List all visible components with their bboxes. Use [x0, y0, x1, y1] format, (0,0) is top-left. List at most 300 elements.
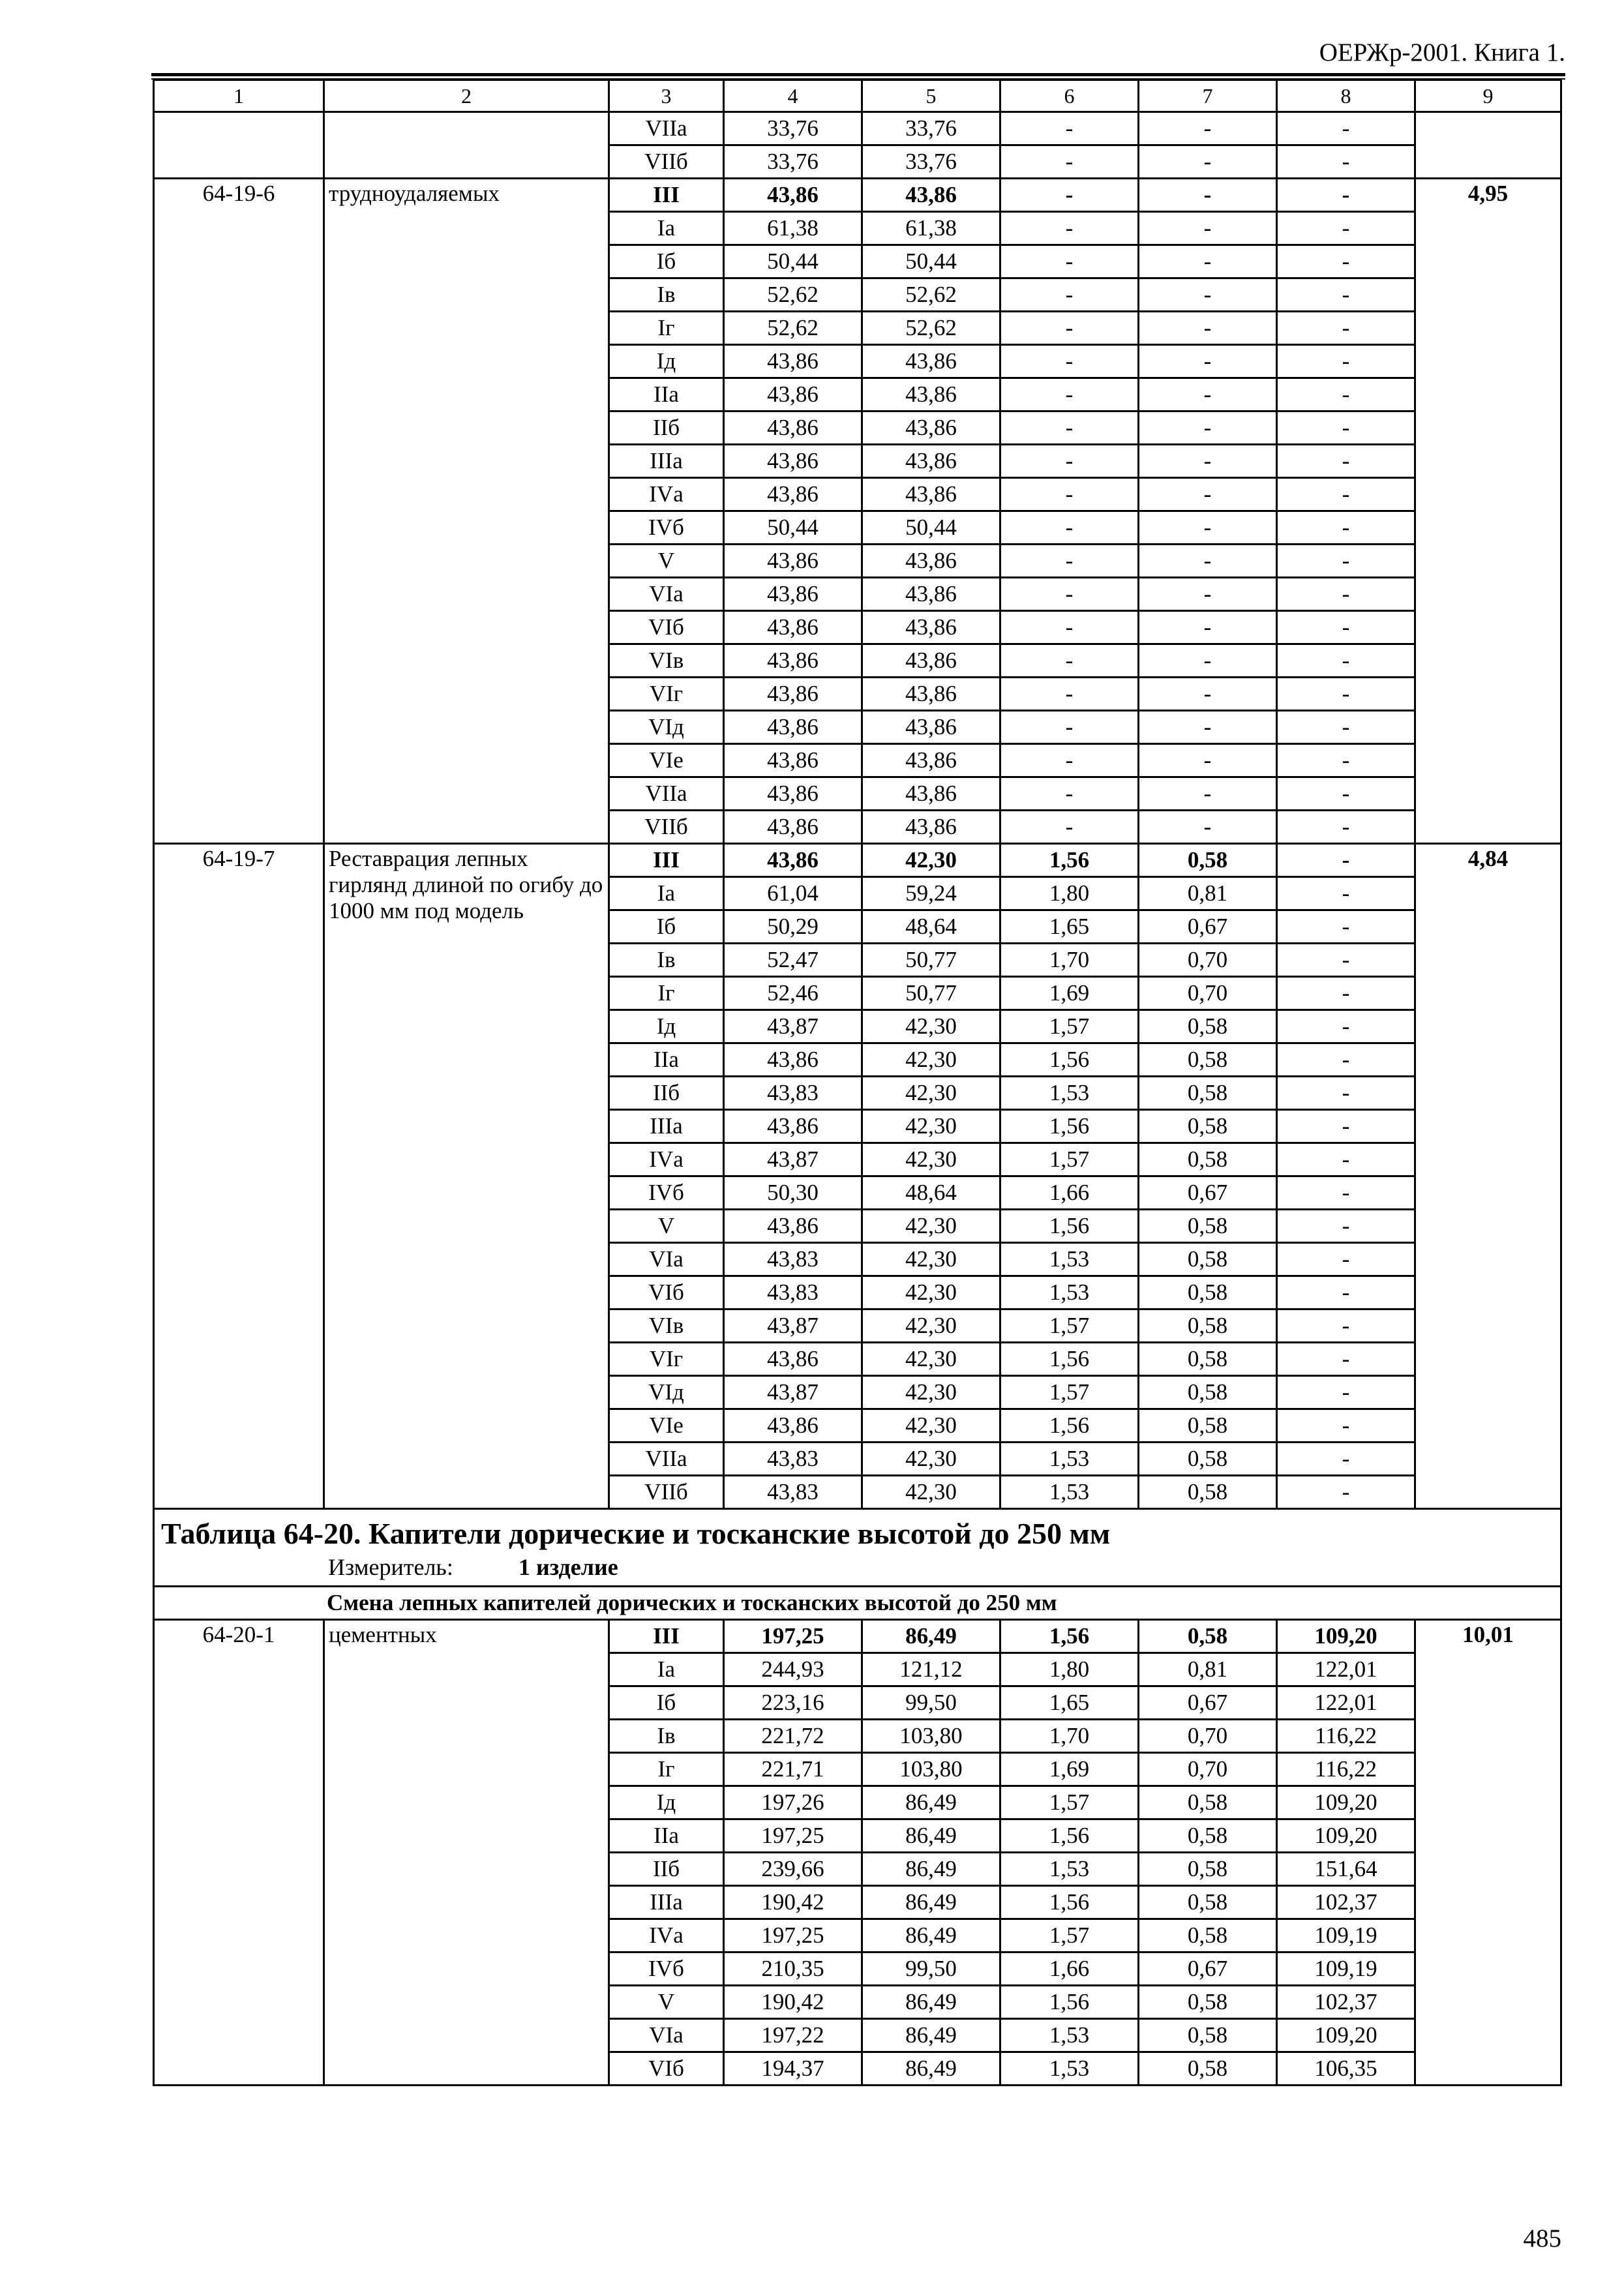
value-cell: 33,76: [724, 112, 862, 145]
region-cell: VIб: [609, 611, 724, 644]
value-cell: 0,70: [1139, 1753, 1277, 1786]
rates-table: [153, 79, 1562, 2086]
value-cell: -: [1277, 1443, 1415, 1476]
value-cell: 42,30: [862, 844, 1000, 877]
column-number: 8: [1277, 80, 1415, 112]
value-cell: 43,83: [724, 1077, 862, 1110]
value-cell: 102,37: [1277, 1886, 1415, 1919]
rate-description: Реставрация лепных гирлянд длиной по огибу до 1000 мм под модель: [324, 844, 609, 1509]
value-cell: 1,57: [1000, 1010, 1139, 1043]
region-cell: VIа: [609, 1243, 724, 1276]
value-cell: 0,81: [1139, 877, 1277, 910]
value-cell: 43,86: [724, 1110, 862, 1143]
value-cell: 43,86: [724, 1409, 862, 1443]
region-cell: VIд: [609, 711, 724, 744]
value-cell: 43,86: [724, 1343, 862, 1376]
value-cell: 52,62: [862, 312, 1000, 345]
rate-code: 64-20-1: [154, 1620, 324, 2086]
value-cell: -: [1139, 777, 1277, 811]
value-cell: 43,86: [724, 678, 862, 711]
value-cell: 109,19: [1277, 1952, 1415, 1986]
value-cell: -: [1277, 678, 1415, 711]
header-rule: [151, 73, 1565, 76]
value-cell: -: [1139, 478, 1277, 511]
value-cell: -: [1277, 378, 1415, 411]
value-cell: 0,58: [1139, 1376, 1277, 1409]
value-cell: 223,16: [724, 1686, 862, 1720]
value-cell: 0,58: [1139, 1886, 1277, 1919]
value-cell: -: [1277, 1243, 1415, 1276]
value-cell: 109,20: [1277, 2019, 1415, 2052]
meter-value: 1 изделие: [519, 1554, 618, 1580]
value-cell: -: [1139, 644, 1277, 678]
value-cell: 43,86: [862, 411, 1000, 445]
value-cell: -: [1277, 411, 1415, 445]
value-cell: 109,20: [1277, 1819, 1415, 1853]
value-cell: 52,46: [724, 977, 862, 1010]
value-cell: 61,38: [724, 212, 862, 245]
value-cell: 33,76: [724, 145, 862, 179]
value-cell: 43,86: [724, 611, 862, 644]
value-cell: -: [1000, 777, 1139, 811]
value-cell: 42,30: [862, 1476, 1000, 1509]
value-cell: -: [1139, 545, 1277, 578]
value-cell: 194,37: [724, 2052, 862, 2086]
value-cell: 43,83: [724, 1443, 862, 1476]
value-cell: 1,80: [1000, 1653, 1139, 1686]
value-cell: 0,70: [1139, 944, 1277, 977]
meter-row: [161, 1553, 1554, 1581]
value-cell: 197,26: [724, 1786, 862, 1819]
value-cell: 86,49: [862, 2052, 1000, 2086]
value-cell: 52,47: [724, 944, 862, 977]
value-cell: 1,80: [1000, 877, 1139, 910]
value-cell: 103,80: [862, 1753, 1000, 1786]
value-cell: 197,25: [724, 1620, 862, 1653]
value-cell: -: [1139, 145, 1277, 179]
value-cell: 1,69: [1000, 1753, 1139, 1786]
value-cell: -: [1000, 212, 1139, 245]
value-cell: 43,86: [724, 445, 862, 478]
value-cell: 1,56: [1000, 1886, 1139, 1919]
value-cell: 1,53: [1000, 2019, 1139, 2052]
value-cell: 86,49: [862, 1853, 1000, 1886]
value-cell: 43,87: [724, 1010, 862, 1043]
region-cell: IVб: [609, 511, 724, 545]
value-cell: 151,64: [1277, 1853, 1415, 1886]
table-body-top: [154, 80, 1561, 1509]
value-cell: -: [1277, 1343, 1415, 1376]
value-cell: 86,49: [862, 1786, 1000, 1819]
value-cell: 43,86: [724, 1210, 862, 1243]
column-number: 3: [609, 80, 724, 112]
region-cell: Iд: [609, 1786, 724, 1819]
region-cell: VIд: [609, 1376, 724, 1409]
value-cell: -: [1139, 445, 1277, 478]
value-cell: -: [1139, 711, 1277, 744]
region-cell: VIг: [609, 1343, 724, 1376]
region-cell: IIб: [609, 1077, 724, 1110]
value-cell: -: [1277, 777, 1415, 811]
value-cell: 0,58: [1139, 1243, 1277, 1276]
value-cell: 43,86: [724, 578, 862, 611]
value-cell: 0,67: [1139, 1176, 1277, 1210]
value-cell: -: [1277, 445, 1415, 478]
value-cell: 1,56: [1000, 844, 1139, 877]
meter-label: Измеритель:: [328, 1554, 453, 1580]
rate-description: [324, 112, 609, 179]
value-cell: 1,53: [1000, 1077, 1139, 1110]
value-cell: -: [1277, 1309, 1415, 1343]
value-cell: 42,30: [862, 1210, 1000, 1243]
value-cell: -: [1139, 345, 1277, 378]
value-cell: 50,44: [724, 511, 862, 545]
region-cell: VIг: [609, 678, 724, 711]
value-cell: 50,44: [862, 245, 1000, 278]
value-cell: 50,77: [862, 944, 1000, 977]
value-cell: -: [1277, 1210, 1415, 1243]
value-cell: 109,20: [1277, 1620, 1415, 1653]
region-cell: VIа: [609, 2019, 724, 2052]
value-cell: -: [1277, 578, 1415, 611]
value-cell: 1,65: [1000, 910, 1139, 944]
region-cell: VIб: [609, 1276, 724, 1309]
value-cell: 0,58: [1139, 1786, 1277, 1819]
value-cell: 0,58: [1139, 1010, 1277, 1043]
value-cell: 1,53: [1000, 2052, 1139, 2086]
table-body-bottom: [154, 1620, 1561, 2086]
value-cell: 48,64: [862, 910, 1000, 944]
value-cell: 0,58: [1139, 1853, 1277, 1886]
rate-index: 4,95: [1415, 179, 1561, 844]
value-cell: 43,86: [862, 678, 1000, 711]
value-cell: 1,53: [1000, 1443, 1139, 1476]
value-cell: 43,86: [724, 1043, 862, 1077]
region-cell: IIб: [609, 411, 724, 445]
value-cell: -: [1000, 578, 1139, 611]
value-cell: 50,29: [724, 910, 862, 944]
value-cell: 43,83: [724, 1243, 862, 1276]
value-cell: 43,86: [862, 378, 1000, 411]
section-header-block: [154, 1509, 1561, 1620]
value-cell: 244,93: [724, 1653, 862, 1686]
value-cell: 43,86: [724, 378, 862, 411]
region-cell: IIIа: [609, 1886, 724, 1919]
value-cell: -: [1277, 644, 1415, 678]
value-cell: 0,58: [1139, 1343, 1277, 1376]
value-cell: -: [1139, 678, 1277, 711]
value-cell: -: [1139, 278, 1277, 312]
value-cell: 43,86: [862, 545, 1000, 578]
value-cell: -: [1277, 1043, 1415, 1077]
value-cell: -: [1000, 145, 1139, 179]
value-cell: 1,69: [1000, 977, 1139, 1010]
value-cell: 109,19: [1277, 1919, 1415, 1952]
rate-index: 10,01: [1415, 1620, 1561, 2086]
value-cell: 1,56: [1000, 1620, 1139, 1653]
region-cell: IIа: [609, 1819, 724, 1853]
value-cell: 1,65: [1000, 1686, 1139, 1720]
value-cell: -: [1277, 1010, 1415, 1043]
region-cell: IVб: [609, 1176, 724, 1210]
value-cell: 210,35: [724, 1952, 862, 1986]
value-cell: -: [1277, 245, 1415, 278]
rate-index: 4,84: [1415, 844, 1561, 1509]
value-cell: -: [1277, 944, 1415, 977]
value-cell: 103,80: [862, 1720, 1000, 1753]
value-cell: -: [1277, 545, 1415, 578]
value-cell: 42,30: [862, 1276, 1000, 1309]
region-cell: Iв: [609, 1720, 724, 1753]
value-cell: 0,58: [1139, 1276, 1277, 1309]
value-cell: -: [1000, 545, 1139, 578]
value-cell: 43,86: [724, 545, 862, 578]
region-cell: VIв: [609, 1309, 724, 1343]
region-cell: Iа: [609, 1653, 724, 1686]
value-cell: 86,49: [862, 1886, 1000, 1919]
page-number: 485: [1523, 2224, 1561, 2252]
region-cell: VIIб: [609, 145, 724, 179]
value-cell: 1,56: [1000, 1110, 1139, 1143]
value-cell: -: [1000, 511, 1139, 545]
column-number: 6: [1000, 80, 1139, 112]
value-cell: 43,86: [862, 345, 1000, 378]
value-cell: -: [1277, 844, 1415, 877]
value-cell: 1,56: [1000, 1343, 1139, 1376]
region-cell: V: [609, 1986, 724, 2019]
value-cell: 43,86: [724, 411, 862, 445]
value-cell: -: [1277, 312, 1415, 345]
value-cell: 43,86: [862, 644, 1000, 678]
value-cell: -: [1139, 811, 1277, 844]
value-cell: 50,44: [724, 245, 862, 278]
value-cell: 116,22: [1277, 1720, 1415, 1753]
value-cell: 43,87: [724, 1309, 862, 1343]
section-title-row: [154, 1509, 1561, 1587]
value-cell: -: [1000, 445, 1139, 478]
value-cell: 0,58: [1139, 1043, 1277, 1077]
region-cell: VIв: [609, 644, 724, 678]
value-cell: 42,30: [862, 1077, 1000, 1110]
value-cell: 1,70: [1000, 944, 1139, 977]
value-cell: 0,58: [1139, 2019, 1277, 2052]
value-cell: 43,86: [862, 578, 1000, 611]
value-cell: -: [1139, 511, 1277, 545]
column-number: 2: [324, 80, 609, 112]
value-cell: 43,86: [724, 711, 862, 744]
value-cell: 102,37: [1277, 1986, 1415, 2019]
value-cell: -: [1277, 478, 1415, 511]
region-cell: Iг: [609, 312, 724, 345]
value-cell: 0,58: [1139, 1620, 1277, 1653]
region-cell: VIб: [609, 2052, 724, 2086]
column-number-row: [154, 80, 1561, 112]
value-cell: 42,30: [862, 1110, 1000, 1143]
region-cell: III: [609, 179, 724, 212]
rate-code: [154, 112, 324, 179]
region-cell: VIIа: [609, 1443, 724, 1476]
value-cell: 1,56: [1000, 1819, 1139, 1853]
column-number: 9: [1415, 80, 1561, 112]
value-cell: -: [1139, 578, 1277, 611]
value-cell: 43,86: [724, 744, 862, 777]
value-cell: 1,56: [1000, 1986, 1139, 2019]
region-cell: Iв: [609, 278, 724, 312]
value-cell: 1,53: [1000, 1853, 1139, 1886]
value-cell: -: [1139, 179, 1277, 212]
value-cell: 1,56: [1000, 1210, 1139, 1243]
value-cell: 42,30: [862, 1409, 1000, 1443]
value-cell: 50,77: [862, 977, 1000, 1010]
value-cell: 1,57: [1000, 1143, 1139, 1176]
region-cell: VIIб: [609, 811, 724, 844]
value-cell: -: [1139, 245, 1277, 278]
value-cell: 0,58: [1139, 1819, 1277, 1853]
region-cell: VIIа: [609, 112, 724, 145]
value-cell: -: [1277, 345, 1415, 378]
value-cell: 1,53: [1000, 1276, 1139, 1309]
region-cell: Iд: [609, 1010, 724, 1043]
value-cell: -: [1000, 678, 1139, 711]
region-cell: Iг: [609, 977, 724, 1010]
region-cell: IVа: [609, 478, 724, 511]
value-cell: 43,86: [724, 345, 862, 378]
value-cell: -: [1277, 1110, 1415, 1143]
value-cell: -: [1139, 212, 1277, 245]
value-cell: 42,30: [862, 1376, 1000, 1409]
value-cell: 0,58: [1139, 1077, 1277, 1110]
document-header: ОЕРЖр-2001. Книга 1.: [1319, 38, 1565, 67]
value-cell: 106,35: [1277, 2052, 1415, 2086]
value-cell: 43,86: [862, 445, 1000, 478]
value-cell: 109,20: [1277, 1786, 1415, 1819]
region-cell: VIIб: [609, 1476, 724, 1509]
value-cell: 1,57: [1000, 1919, 1139, 1952]
region-cell: IIа: [609, 378, 724, 411]
value-cell: 43,86: [724, 179, 862, 212]
region-cell: III: [609, 1620, 724, 1653]
region-cell: IIб: [609, 1853, 724, 1886]
value-cell: 1,56: [1000, 1043, 1139, 1077]
value-cell: 197,22: [724, 2019, 862, 2052]
table-row: [154, 179, 1561, 212]
rate-code: 64-19-7: [154, 844, 324, 1509]
value-cell: -: [1277, 1143, 1415, 1176]
value-cell: -: [1277, 179, 1415, 212]
value-cell: 116,22: [1277, 1753, 1415, 1786]
value-cell: -: [1277, 1476, 1415, 1509]
rate-index: [1415, 112, 1561, 179]
value-cell: 0,58: [1139, 1309, 1277, 1343]
value-cell: 50,30: [724, 1176, 862, 1210]
value-cell: -: [1139, 312, 1277, 345]
region-cell: V: [609, 1210, 724, 1243]
value-cell: 0,67: [1139, 1952, 1277, 1986]
value-cell: -: [1277, 711, 1415, 744]
value-cell: -: [1000, 112, 1139, 145]
value-cell: 33,76: [862, 112, 1000, 145]
value-cell: 1,56: [1000, 1409, 1139, 1443]
value-cell: 52,62: [862, 278, 1000, 312]
table-row: [154, 1620, 1561, 1653]
value-cell: 190,42: [724, 1886, 862, 1919]
value-cell: -: [1139, 411, 1277, 445]
value-cell: 1,53: [1000, 1476, 1139, 1509]
section-subtitle-row: [154, 1587, 1561, 1620]
value-cell: -: [1139, 611, 1277, 644]
value-cell: 43,86: [724, 811, 862, 844]
value-cell: -: [1277, 744, 1415, 777]
value-cell: 42,30: [862, 1443, 1000, 1476]
value-cell: -: [1277, 1276, 1415, 1309]
value-cell: -: [1000, 411, 1139, 445]
value-cell: -: [1000, 278, 1139, 312]
value-cell: 43,86: [862, 811, 1000, 844]
value-cell: 42,30: [862, 1309, 1000, 1343]
value-cell: 0,70: [1139, 1720, 1277, 1753]
value-cell: 86,49: [862, 1620, 1000, 1653]
column-number: 4: [724, 80, 862, 112]
value-cell: -: [1000, 611, 1139, 644]
region-cell: Iа: [609, 877, 724, 910]
value-cell: -: [1139, 378, 1277, 411]
value-cell: 99,50: [862, 1686, 1000, 1720]
value-cell: 1,66: [1000, 1176, 1139, 1210]
region-cell: Iд: [609, 345, 724, 378]
value-cell: -: [1277, 112, 1415, 145]
value-cell: 0,58: [1139, 1443, 1277, 1476]
value-cell: 0,81: [1139, 1653, 1277, 1686]
value-cell: 43,86: [862, 711, 1000, 744]
value-cell: 221,71: [724, 1753, 862, 1786]
value-cell: 42,30: [862, 1143, 1000, 1176]
value-cell: 50,44: [862, 511, 1000, 545]
value-cell: 0,58: [1139, 1210, 1277, 1243]
region-cell: III: [609, 844, 724, 877]
value-cell: 48,64: [862, 1176, 1000, 1210]
value-cell: 1,66: [1000, 1952, 1139, 1986]
value-cell: 0,70: [1139, 977, 1277, 1010]
value-cell: -: [1277, 877, 1415, 910]
value-cell: 0,58: [1139, 1476, 1277, 1509]
rate-description: трудноудаляемых: [324, 179, 609, 844]
value-cell: 1,57: [1000, 1309, 1139, 1343]
value-cell: -: [1277, 1409, 1415, 1443]
region-cell: IVб: [609, 1952, 724, 1986]
value-cell: 59,24: [862, 877, 1000, 910]
value-cell: 43,86: [724, 644, 862, 678]
value-cell: 43,86: [724, 478, 862, 511]
region-cell: Iб: [609, 1686, 724, 1720]
value-cell: 99,50: [862, 1952, 1000, 1986]
value-cell: 43,86: [862, 478, 1000, 511]
column-number: 5: [862, 80, 1000, 112]
column-number: 1: [154, 80, 324, 112]
value-cell: 121,12: [862, 1653, 1000, 1686]
value-cell: 43,86: [862, 777, 1000, 811]
value-cell: 0,58: [1139, 2052, 1277, 2086]
value-cell: 43,83: [724, 1276, 862, 1309]
region-cell: IIIа: [609, 1110, 724, 1143]
value-cell: -: [1000, 312, 1139, 345]
value-cell: 86,49: [862, 1819, 1000, 1853]
region-cell: VIа: [609, 578, 724, 611]
value-cell: -: [1277, 511, 1415, 545]
value-cell: -: [1139, 744, 1277, 777]
value-cell: 197,25: [724, 1819, 862, 1853]
value-cell: 42,30: [862, 1010, 1000, 1043]
value-cell: 190,42: [724, 1986, 862, 2019]
